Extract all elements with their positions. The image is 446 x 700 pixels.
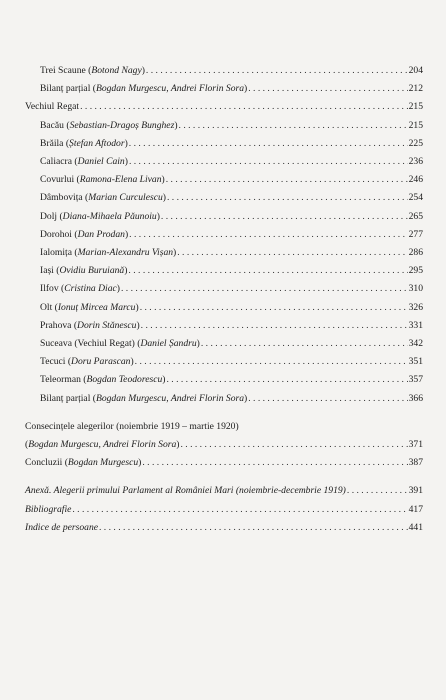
dot-leader — [99, 519, 408, 537]
toc-subentry — [25, 371, 423, 389]
toc-page-number: 215 — [408, 119, 423, 131]
toc-entry-title: Caliacra (Daniel Cain) — [40, 156, 128, 168]
dot-leader — [146, 62, 408, 80]
toc-entry-author: Diana-Mihaela Păunoiu — [62, 210, 157, 222]
toc-entry-label: Teleorman — [40, 374, 81, 386]
dot-leader — [166, 171, 408, 189]
toc-entry-title — [25, 519, 98, 537]
toc-subentry — [25, 135, 423, 153]
toc-entry-title: Dorohoi (Dan Prodan) — [40, 228, 129, 240]
toc-entry-author: Sebastian-Dragoș Bunghez — [69, 119, 175, 131]
toc-page-number: 225 — [408, 137, 423, 149]
toc-page-number: 310 — [408, 283, 423, 295]
toc-entry-label: Bacău — [40, 119, 64, 131]
toc-page-number: 215 — [408, 101, 423, 113]
toc-entry-author: Bogdan Murgescu, Andrei Florin Sora — [95, 392, 245, 404]
toc-section-line — [25, 418, 423, 436]
toc-page-number: 204 — [408, 65, 423, 76]
toc-section — [25, 454, 423, 472]
toc-entry-title: Iași (Ovidiu Buruiană) — [40, 265, 128, 277]
toc-entry-label: Dorohoi — [40, 228, 72, 240]
toc-page-number: 342 — [408, 338, 423, 350]
dot-leader — [80, 98, 408, 116]
toc-entry-label: Tecuci — [40, 356, 66, 368]
section-gap — [25, 472, 423, 482]
toc-entry-label: Trei Scaune — [40, 65, 86, 76]
toc-entry-author: Dan Prodan — [77, 228, 125, 240]
dot-leader — [179, 117, 408, 135]
dot-leader — [121, 280, 408, 298]
toc-entry-title: Bilanț parțial (Bogdan Murgescu, Andrei Florin Sora) — [40, 83, 248, 95]
toc-subentry — [25, 390, 423, 408]
toc-entry-title: Dâmbovița (Marian Curculescu) — [40, 192, 166, 204]
toc-page-number: 254 — [408, 192, 423, 204]
dot-leader — [142, 454, 407, 472]
section-gap — [25, 408, 423, 418]
toc-page-number: 391 — [408, 485, 423, 497]
toc-page-number: 277 — [408, 228, 423, 240]
dot-leader — [180, 436, 407, 454]
toc-subentry — [25, 299, 423, 317]
toc-subentry — [25, 317, 423, 335]
dot-leader — [161, 208, 408, 226]
toc-entry-title — [25, 501, 71, 519]
toc-entry-title: Ialomița (Marian-Alexandru Vișan) — [40, 247, 177, 259]
toc-entry-title: Bilanț parțial (Bogdan Murgescu, Andrei Florin Sora) — [40, 392, 248, 404]
toc-page-number: 387 — [408, 457, 423, 469]
toc-page-number: 357 — [408, 374, 423, 386]
toc-entry-label: Ialomița — [40, 247, 72, 259]
toc-entry-label: Ilfov — [40, 283, 59, 295]
toc-entry-label: Anexă. Alegerii primului Parlament al României Mari (noiembrie-decembrie 1919) — [25, 485, 346, 497]
toc-entry-label: Bibliografie — [25, 503, 72, 515]
dot-leader — [166, 371, 407, 389]
toc-entry-label: Consecințele alegerilor (noiembrie 1919 – martie 1920) — [25, 420, 239, 432]
dot-leader — [135, 353, 408, 371]
toc-entry-author: Bogdan Murgescu — [67, 457, 139, 469]
toc-page-number: 441 — [408, 521, 423, 533]
toc-subentry — [25, 244, 423, 262]
toc-entry-label: Suceava (Vechiul Regat) — [40, 338, 135, 350]
toc-entry-title: Bacău (Sebastian-Dragoș Bunghez) — [40, 119, 178, 131]
toc-subentry — [25, 353, 423, 371]
toc-entry-author: Bogdan Murgescu, Andrei Florin Sora — [28, 439, 177, 451]
toc-entry-author: Ștefan Aftodor — [69, 137, 125, 149]
toc-entry-label: Dolj — [40, 210, 58, 222]
dot-leader — [129, 153, 408, 171]
dot-leader — [129, 135, 408, 153]
toc-entry-label: Bilanț parțial — [40, 83, 91, 95]
toc-entry-title: Dolj (Diana-Mihaela Păunoiu) — [40, 210, 160, 222]
toc-page-number: 212 — [408, 83, 423, 95]
dot-leader — [141, 317, 408, 335]
toc-page-number: 246 — [408, 174, 423, 186]
toc-page-number: 371 — [408, 439, 423, 451]
toc-page-number: 366 — [408, 392, 423, 404]
toc-entry-author: Ovidiu Buruiană — [59, 265, 125, 277]
toc-page-number: 265 — [408, 210, 423, 222]
toc-subentry — [25, 171, 423, 189]
toc-section-bibliografie — [25, 501, 423, 519]
dot-leader — [248, 390, 407, 408]
toc-page-number: 331 — [408, 319, 423, 331]
toc-subentry — [25, 335, 423, 353]
toc-entry-title — [25, 482, 346, 500]
toc-entry-title: Teleorman (Bogdan Teodorescu) — [40, 374, 166, 386]
dot-leader — [248, 80, 407, 98]
toc-entry-author: Dorin Stănescu — [77, 319, 137, 331]
dot-leader — [167, 189, 408, 207]
toc-section-indice — [25, 519, 423, 537]
toc-section-anexa — [25, 482, 423, 500]
toc-entry-label: Brăila — [40, 137, 64, 149]
toc-page-number: 351 — [408, 356, 423, 368]
toc-entry-title: Olt (Ionuț Mircea Marcu) — [40, 301, 139, 313]
toc-entry-author: Botond Nagy — [91, 65, 142, 76]
toc-entry-label: Vechiul Regat — [25, 101, 80, 113]
toc-entry-author: Doru Parascan — [71, 356, 131, 368]
toc-page-number: 326 — [408, 301, 423, 313]
toc-entry-label: Caliacra — [40, 156, 72, 168]
dot-leader — [129, 226, 407, 244]
toc-entry-title: (Bogdan Murgescu, Andrei Florin Sora) — [25, 439, 180, 451]
toc-entry-title: Covurlui (Ramona-Elena Livan) — [40, 174, 165, 186]
toc-entry-label: Bilanț parțial — [40, 392, 91, 404]
toc-subentry — [25, 153, 423, 171]
toc-subentry — [25, 80, 423, 98]
toc-entry-title — [25, 98, 79, 116]
toc-entry-author: Marian-Alexandru Vișan — [77, 247, 174, 259]
toc-subentry — [25, 280, 423, 298]
toc-entry-title: Brăila (Ștefan Aftodor) — [40, 137, 128, 149]
toc-entry-title: Prahova (Dorin Stănescu) — [40, 319, 140, 331]
table-of-contents — [25, 62, 423, 537]
toc-entry-author: Ramona-Elena Livan — [79, 174, 162, 186]
toc-entry-label: Prahova — [40, 319, 72, 331]
toc-entry-title: Trei Scaune (Botond Nagy) — [40, 65, 145, 76]
toc-entry-label: Concluzii — [25, 457, 63, 469]
toc-section — [25, 98, 423, 116]
toc-entry-title: Tecuci (Doru Parascan) — [40, 356, 134, 368]
toc-subentry — [25, 117, 423, 135]
toc-subentry — [25, 262, 423, 280]
toc-entry-author: Ionuț Mircea Marcu — [57, 301, 136, 313]
dot-leader — [128, 262, 407, 280]
toc-entry-author: Cristina Diac — [64, 283, 117, 295]
toc-entry-title: Ilfov (Cristina Diac) — [40, 283, 120, 295]
toc-entry-author: Bogdan Murgescu, Andrei Florin Sora — [95, 83, 245, 95]
toc-entry-author: Marian Curculescu — [88, 192, 163, 204]
toc-entry-title: Concluzii (Bogdan Murgescu) — [25, 457, 142, 469]
toc-entry-author: Daniel Șandru — [140, 338, 197, 350]
dot-leader — [177, 244, 407, 262]
toc-entry-label: Iași — [40, 265, 54, 277]
toc-page-number: 417 — [408, 503, 423, 515]
toc-entry-label: Covurlui — [40, 174, 75, 186]
toc-entry-label: Dâmbovița — [40, 192, 83, 204]
toc-page-number: 286 — [408, 247, 423, 259]
dot-leader — [347, 482, 408, 500]
toc-entry-label: Indice de persoane — [25, 521, 98, 533]
dot-leader — [201, 335, 408, 353]
toc-page-number: 295 — [408, 265, 423, 277]
toc-subentry — [25, 62, 423, 80]
toc-section — [25, 436, 423, 454]
dot-leader — [140, 299, 408, 317]
toc-subentry — [25, 208, 423, 226]
toc-entry-author: Daniel Cain — [77, 156, 125, 168]
toc-entry-title: Suceava (Vechiul Regat) (Daniel Șandru) — [40, 338, 200, 350]
dot-leader — [72, 501, 407, 519]
toc-subentry — [25, 226, 423, 244]
toc-entry-label: Olt — [40, 301, 53, 313]
toc-entry-author: Bogdan Teodorescu — [86, 374, 163, 386]
toc-page-number: 236 — [408, 156, 423, 168]
toc-subentry — [25, 189, 423, 207]
